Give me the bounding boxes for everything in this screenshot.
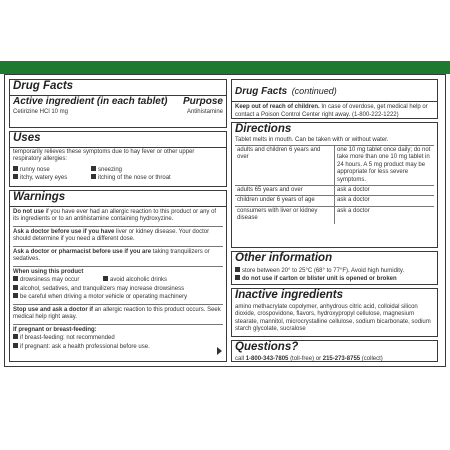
other-information-title: Other information bbox=[235, 252, 333, 264]
table-row: consumers with liver or kidney disease ask a doctor bbox=[235, 206, 434, 223]
active-ingredient-header: Active ingredient (in each tablet) bbox=[13, 95, 168, 107]
use-item: itchy, watery eyes bbox=[20, 175, 68, 181]
purpose-header: Purpose bbox=[182, 95, 223, 107]
pregnant-title: If pregnant or breast-feeding: bbox=[13, 326, 97, 333]
use-item: sneezing bbox=[98, 166, 123, 173]
questions-box bbox=[231, 340, 438, 362]
inactive-ingredients-title: Inactive ingredients bbox=[235, 289, 344, 301]
drug-facts-continued-title: Drug Facts bbox=[235, 86, 288, 97]
green-header-bar bbox=[0, 61, 450, 74]
use-item: itching of the nose or throat bbox=[98, 175, 171, 181]
uses-intro: temporarily relieves these symptoms due to hay fever or other upper respiratory allergies: bbox=[13, 148, 195, 162]
stop-use: Stop use and ask a doctor if an allergic reaction to this product occurs. Seek medical help right away. bbox=[13, 306, 221, 320]
uses-box bbox=[9, 131, 227, 187]
directions-box bbox=[231, 122, 438, 248]
continued-suffix: (continued) bbox=[291, 86, 337, 96]
questions-phone: call 1-800-343-7805 (toll-free) or 215-273-8755 (collect) bbox=[235, 355, 383, 362]
left-column bbox=[9, 79, 227, 362]
directions-intro: Tablet melts in mouth. Can be taken with or without water. bbox=[235, 136, 389, 143]
when-using-title: When using this product bbox=[13, 268, 84, 275]
directions-title: Directions bbox=[235, 123, 292, 135]
do-not-use: Do not use if you have ever had an allergic reaction to this product or any of its ingredients or to an antihistamine containing hydroxyzine. bbox=[13, 208, 217, 222]
active-ingredient-box bbox=[9, 79, 227, 128]
questions-title: Questions? bbox=[235, 341, 299, 353]
table-row: adults 65 years and over ask a doctor bbox=[235, 186, 434, 196]
directions-table bbox=[235, 145, 434, 224]
table-row: adults and children 6 years and over one 10 mg tablet once daily; do not take more than one 10 mg tablet in 24 hours. A 5 mg product may be appropriate for less severe symptoms. bbox=[235, 146, 434, 186]
do-not-use-opened: do not use if carton or blister unit is opened or broken bbox=[235, 275, 434, 284]
drug-facts-title: Drug Facts bbox=[13, 80, 74, 92]
when-using-item: alcohol, sedatives, and tranquilizers may increase drowsiness bbox=[13, 285, 223, 294]
drug-facts-label bbox=[4, 74, 446, 367]
inactive-ingredients-box bbox=[231, 288, 438, 337]
ask-pharmacist: Ask a doctor or pharmacist before use if you are taking tranquilizers or sedatives. bbox=[13, 248, 210, 262]
uses-title: Uses bbox=[13, 132, 41, 144]
inactive-ingredients-text: amino methacrylate copolymer, anhydrous citric acid, colloidal silicon dioxide, crospovidone, flavors, hydroxypropyl cellulose, magnesium stearate, mannitol, microcrystalline cellulose, sodium bicarbonate, sodium starch glycolate, sucralose bbox=[235, 303, 431, 332]
warnings-box bbox=[9, 190, 227, 362]
warnings-title: Warnings bbox=[13, 191, 66, 203]
other-information-box bbox=[231, 251, 438, 285]
storage-info: store between 20° to 25°C (68° to 77°F). Avoid high humidity. bbox=[235, 267, 434, 276]
when-using-item: be careful when driving a motor vehicle or operating machinery bbox=[13, 293, 223, 302]
ask-doctor: Ask a doctor before use if you have liver or kidney disease. Your doctor should determine if you need a different dose. bbox=[13, 228, 210, 242]
pregnant-item: if breast-feeding: not recommended bbox=[13, 334, 223, 343]
continue-arrow-icon bbox=[217, 347, 222, 355]
right-column bbox=[231, 79, 438, 362]
keep-out-text: Keep out of reach of children. In case of overdose, get medical help or contact a Poison Control Center right away. (1-800-222-1222) bbox=[235, 104, 428, 118]
use-item: runny nose bbox=[20, 166, 50, 173]
ingredient-purpose: Antihistamine bbox=[186, 108, 223, 115]
when-using-row: drowsiness may occur avoid alcoholic drinks bbox=[13, 276, 223, 285]
ingredient-name: Cetirizine HCl 10 mg bbox=[13, 108, 69, 115]
keep-out-box bbox=[231, 79, 438, 119]
table-row: children under 6 years of age ask a doctor bbox=[235, 196, 434, 206]
pregnant-item: if pregnant: ask a health professional before use. bbox=[13, 343, 223, 352]
